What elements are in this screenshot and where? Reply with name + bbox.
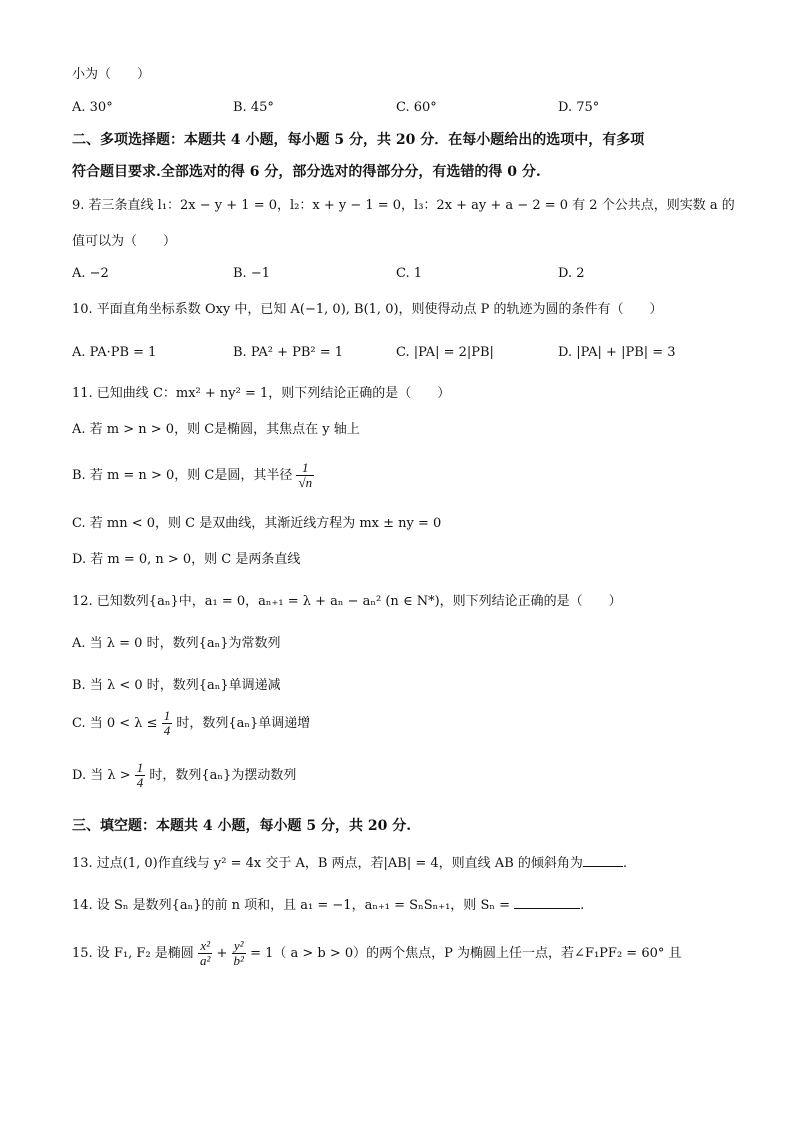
fraction-denominator: 4 <box>136 775 144 790</box>
q8-tail: 小为（ ） <box>72 67 151 82</box>
q15-text-post: = 1（ a > b > 0）的两个焦点，P 为椭圆上任一点，若∠F₁PF₂ = 60° 且 <box>250 946 682 961</box>
section2-heading-line2: 符合题目要求.全部选对的得 6 分，部分选对的得部分分，有选错的得 0 分. <box>72 164 541 180</box>
fraction-denominator: b² <box>233 953 244 968</box>
q11-option-a: A. 若 m > n > 0，则 C是椭圆，其焦点在 y 轴上 <box>72 422 360 437</box>
section3-heading: 三、填空题：本题共 4 小题，每小题 5 分，共 20 分. <box>72 818 412 834</box>
q8-option-b: B. 45° <box>233 100 274 115</box>
q12-option-c-pre: C. 当 0 < λ ≤ <box>72 716 158 731</box>
q15-stem <box>72 934 682 974</box>
q12-option-d-post: 时，数列{aₙ}为摆动数列 <box>149 768 297 783</box>
q12-option-c-fraction <box>162 709 173 738</box>
q9-option-b: B. −1 <box>233 266 270 281</box>
fraction-numerator: 1 <box>136 760 144 775</box>
q12-stem: 12. 已知数列{aₙ}中，a₁ = 0，aₙ₊₁ = λ + aₙ − aₙ² (n ∈ N*)，则下列结论正确的是（ ） <box>72 594 622 609</box>
q11-option-d: D. 若 m = 0, n > 0，则 C 是两条直线 <box>72 552 301 567</box>
q10-option-b: B. PA² + PB² = 1 <box>233 345 344 360</box>
q12-option-c-post: 时，数列{aₙ}单调递增 <box>176 716 311 731</box>
q15-text-pre: 15. 设 F₁, F₂ 是椭圆 <box>72 946 194 961</box>
q9-stem-line1: 9. 若三条直线 l₁：2x − y + 1 = 0，l₂：x + y − 1 = 0，l₃：2x + ay + a − 2 = 0 有 2 个公共点，则实数 a 的 <box>72 198 735 213</box>
q11-option-b-text: B. 若 m = n > 0，则 C是圆，其半径 <box>72 468 293 483</box>
q11-radius-denominator: √n <box>298 475 313 490</box>
q12-option-d-fraction <box>135 761 146 790</box>
q10-option-a: A. PA·PB = 1 <box>72 345 157 360</box>
q14-text: 14. 设 Sₙ 是数列{aₙ}的前 n 项和，且 a₁ = −1，aₙ₊₁ = SₙSₙ₊₁，则 Sₙ = <box>72 898 510 913</box>
q13-stem <box>72 852 627 874</box>
q10-stem: 10. 平面直角坐标系数 Oxy 中，已知 A(−1, 0), B(1, 0)，则使得动点 P 的轨迹为圆的条件有（ ） <box>72 302 663 317</box>
q11-option-c: C. 若 mn < 0，则 C 是双曲线，其渐近线方程为 mx ± ny = 0 <box>72 516 442 531</box>
q14-answer-blank[interactable] <box>514 894 580 909</box>
fraction-denominator: 4 <box>163 723 171 738</box>
q13-answer-blank[interactable] <box>583 852 623 867</box>
section2-heading-line1: 二、多项选择题：本题共 4 小题，每小题 5 分，共 20 分．在每小题给出的选项中，有多项 <box>72 132 645 148</box>
q13-period: . <box>622 856 628 871</box>
q14-period: . <box>580 898 585 913</box>
q9-option-a: A. −2 <box>72 266 109 281</box>
q12-option-a: A. 当 λ = 0 时，数列{aₙ}为常数列 <box>72 636 281 651</box>
fraction-denominator: a² <box>199 953 211 968</box>
q8-option-c: C. 60° <box>396 100 437 115</box>
q15-fraction-y <box>232 939 246 968</box>
q10-option-d: D. |PA| + |PB| = 3 <box>558 345 676 360</box>
fraction-numerator: 1 <box>163 708 171 723</box>
q12-option-d <box>72 758 296 794</box>
q9-option-d: D. 2 <box>558 266 585 281</box>
q9-option-c: C. 1 <box>396 266 423 281</box>
q11-radius-fraction <box>296 461 314 490</box>
q12-option-d-pre: D. 当 λ > <box>72 768 131 783</box>
q11-radius-numerator: 1 <box>296 461 314 476</box>
q13-text: 13. 过点(1, 0)作直线与 y² = 4x 交于 A，B 两点，若|AB| = 4，则直线 AB 的倾斜角为 <box>72 856 583 871</box>
q9-stem-line2: 值可以为（ ） <box>72 234 177 249</box>
q15-fraction-x <box>198 939 212 968</box>
fraction-numerator: y² <box>232 939 246 954</box>
q11-stem: 11. 已知曲线 C：mx² + ny² = 1，则下列结论正确的是（ ） <box>72 386 451 401</box>
plus-sign: + <box>216 946 228 961</box>
q8-option-d: D. 75° <box>558 100 600 115</box>
q12-option-b: B. 当 λ < 0 时，数列{aₙ}单调递减 <box>72 678 281 693</box>
fraction-numerator: x² <box>198 939 212 954</box>
q8-option-a: A. 30° <box>72 100 113 115</box>
q11-option-b <box>72 458 314 494</box>
q12-option-c <box>72 706 310 742</box>
q10-option-c: C. |PA| = 2|PB| <box>396 345 494 360</box>
q14-stem <box>72 894 584 916</box>
